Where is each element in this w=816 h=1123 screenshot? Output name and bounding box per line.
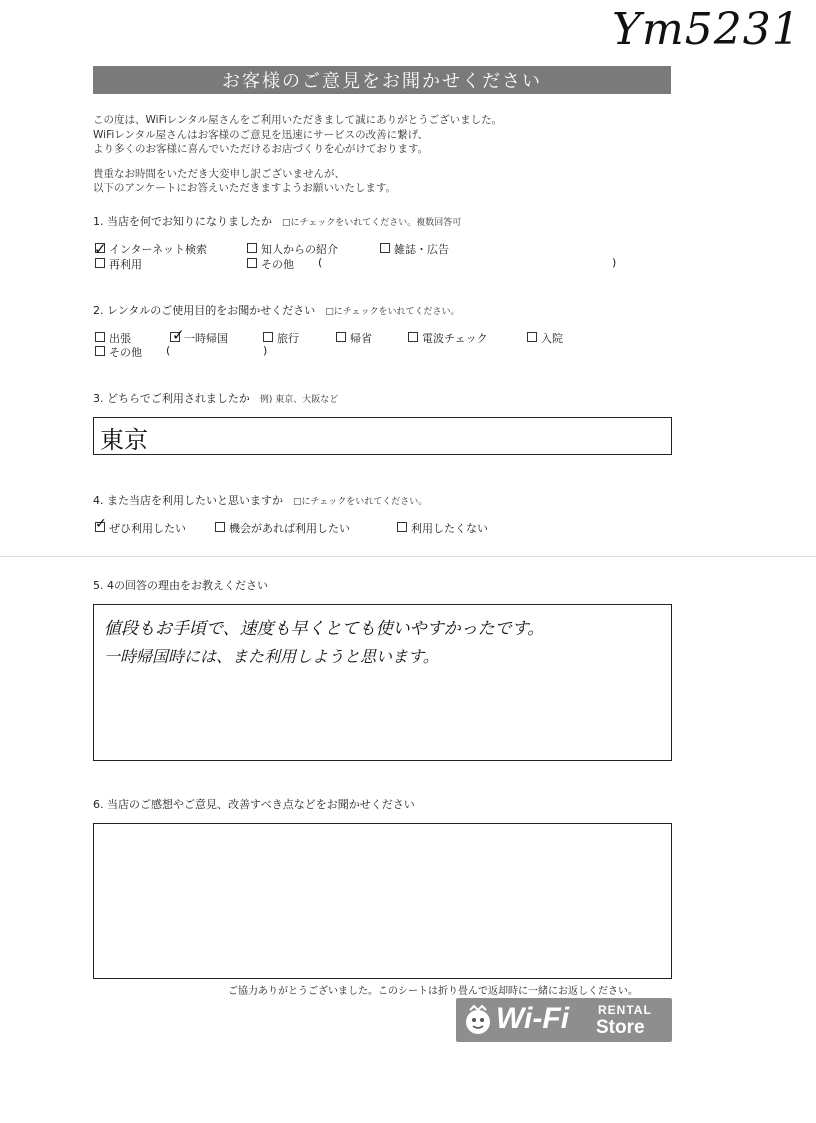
q3-answer-text: 東京 [100,426,148,454]
checkbox-icon[interactable] [263,332,273,342]
checkbox-icon[interactable] [380,243,390,253]
q6-label: 6. 当店のご感想やご意見、改善すべき点などをお聞かせください [93,798,415,811]
intro-line-3: より多くのお客様に喜んでいただけるお店づくりを心がけております。 [93,143,429,155]
q2-other-open-paren: ( [166,344,171,357]
checkmark-icon: ✓ [95,516,107,532]
logo-store-text: Store [596,1017,645,1038]
checkbox-icon[interactable] [336,332,346,342]
q3-answer-box[interactable] [93,417,672,455]
q1-option-magazine[interactable]: 雑誌・広告 [380,241,449,257]
checkbox-icon[interactable] [397,522,407,532]
checkbox-icon[interactable] [527,332,537,342]
checkmark-icon: ✓ [172,326,185,344]
q2-option-signal-check[interactable]: 電波チェック [408,330,488,346]
footer-note: ご協力ありがとうございました。このシートは折り畳んで返却時に一緒にお返しください。 [228,986,638,997]
q4-note: □にチェックをいれてください。 [293,497,428,507]
q2-label: 2. レンタルのご使用目的をお聞かせください □にチェックをいれてください。 [93,304,460,317]
intro-line-4: 貴重なお時間をいただき大変申し訳ございませんが、 [93,168,345,180]
q2-option-hospital[interactable]: 入院 [527,330,563,346]
q2-other-close-paren: ) [263,344,268,357]
handwritten-id: Ym5231 [612,4,801,55]
checkbox-icon[interactable] [95,258,105,268]
q1-option-referral[interactable]: 知人からの紹介 [247,241,338,257]
q6-answer-box[interactable] [93,823,672,979]
fold-line [0,556,816,557]
q2-option-business[interactable]: 出張 [95,330,131,346]
intro-line-1: この度は、WiFiレンタル屋さんをご利用いただきまして誠にありがとうございました。 [93,114,503,126]
checkbox-icon[interactable] [215,522,225,532]
checkmark-icon: ✓ [94,240,107,258]
q1-option-other[interactable]: その他 [247,256,294,272]
q2-option-temp-return[interactable]: 一時帰国 [170,330,228,346]
q5-label: 5. 4の回答の理由をお教えください [93,579,268,592]
wifi-store-logo [456,998,672,1042]
q4-option-no[interactable]: 利用したくない [397,520,488,536]
checkbox-icon[interactable] [408,332,418,342]
intro-line-2: WiFiレンタル屋さんはお客様のご意見を迅速にサービスの改善に繋げ、 [93,129,429,141]
checkbox-icon[interactable] [95,346,105,356]
logo-rental-text: RENTAL [598,1003,652,1017]
checkbox-icon[interactable] [95,332,105,342]
q2-option-travel[interactable]: 旅行 [263,330,299,346]
q5-answer-line-1: 値段もお手頃で、速度も早くとても使いやすかったです。 [104,619,545,639]
intro-line-5: 以下のアンケートにお答えいただきますようお願いいたします。 [93,182,397,194]
q2-option-other[interactable]: その他 [95,344,142,360]
page-title: お客様のご意見をお聞かせください [93,66,671,94]
q1-option-internet[interactable]: インターネット検索 [95,241,207,257]
logo-wifi-text: Wi-Fi [496,1002,570,1035]
q1-other-close-paren: ) [612,256,617,269]
q4-option-if-chance[interactable]: 機会があれば利用したい [215,520,350,536]
q4-label: 4. また当店を利用したいと思いますか □にチェックをいれてください。 [93,494,428,507]
q4-option-definitely[interactable]: ぜひ利用したい [95,520,186,536]
mascot-icon [462,1004,494,1036]
q1-option-reuse[interactable]: 再利用 [95,256,142,272]
q1-other-open-paren: ( [318,256,323,269]
q2-note: □にチェックをいれてください。 [325,307,460,317]
checkbox-icon[interactable] [247,258,257,268]
q5-answer-line-2: 一時帰国時には、また利用しようと思います。 [104,647,439,666]
q3-note: 例) 東京、大阪など [259,395,339,405]
q2-option-homecoming[interactable]: 帰省 [336,330,372,346]
q3-label: 3. どちらでご利用されましたか 例) 東京、大阪など [93,392,339,405]
checkbox-icon[interactable] [247,243,257,253]
q1-note: □にチェックをいれてください。複数回答可 [282,218,462,228]
q1-label: 1. 当店を何でお知りになりましたか □にチェックをいれてください。複数回答可 [93,215,462,228]
